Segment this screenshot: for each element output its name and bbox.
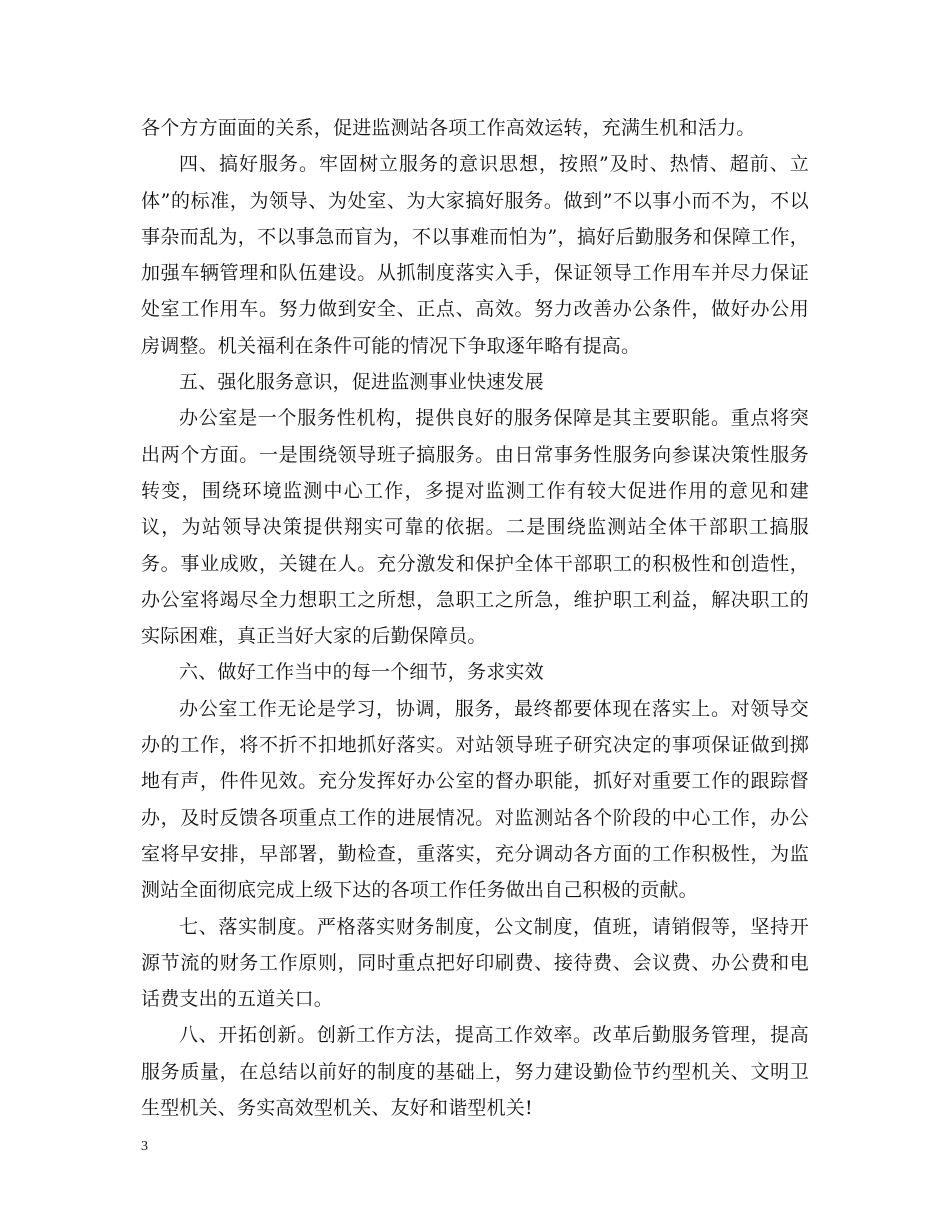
paragraph-innovation: 八、开拓创新。创新工作方法，提高工作效率。改革后勤服务管理，提高服务质量，在总结以前好的制度的基础上，努力建设勤俭节约型机关、文明卫生型机关、务实高效型机关、友好和谐型机关! xyxy=(141,1024,809,1120)
document-body xyxy=(141,110,809,1126)
section-heading-five: 五、强化服务意识，促进监测事业快速发展 xyxy=(179,371,544,394)
page-number: 3 xyxy=(141,1139,148,1154)
paragraph-office-role: 办公室是一个服务性机构，提供良好的服务保障是其主要职能。重点将突出两个方面。一是围绕领导班子搞服务。由日常事务性服务向参谋决策性服务转变，围绕环境监测中心工作，多提对监测工作有较大促进作用的意见和建议，为站领导决策提供翔实可靠的依据。二是围绕监测站全体干部职工搞服务。事业成败，关键在人。充分激发和保护全体干部职工的积极性和创造性，办公室将竭尽全力想职工之所想，急职工之所急，维护职工利益，解决职工的实际困难，真正当好大家的后勤保障员。 xyxy=(141,407,809,648)
paragraph-continuation: 各个方方面面的关系，促进监测站各项工作高效运转，充满生机和活力。 xyxy=(141,117,756,139)
paragraph-service: 四、搞好服务。牢固树立服务的意识思想，按照”及时、热情、超前、立体”的标准，为领导、为处室、为大家搞好服务。做到”不以事小而不为，不以事杂而乱为，不以事急而盲为，不以事难而怕为”，搞好后勤服务和保障工作，加强车辆管理和队伍建设。从抓制度落实入手，保证领导工作用车并尽力保证处室工作用车。努力做到安全、正点、高效。努力改善办公条件，做好办公用房调整。机关福利在条件可能的情况下争取逐年略有提高。 xyxy=(141,153,809,357)
section-heading-six: 六、做好工作当中的每一个细节，务求实效 xyxy=(179,661,544,684)
paragraph-implementation: 办公室工作无论是学习，协调，服务，最终都要体现在落实上。对领导交办的工作，将不折不扣地抓好落实。对站领导班子研究决定的事项保证做到掷地有声，件件见效。充分发挥好办公室的督办职能，抓好对重要工作的跟踪督办，及时反馈各项重点工作的进展情况。对监测站各个阶段的中心工作，办公室将早安排，早部署，勤检查，重落实，充分调动各方面的工作积极性，为监测站全面彻底完成上级下达的各项工作任务做出自己积极的贡献。 xyxy=(141,697,809,902)
paragraph-system: 七、落实制度。严格落实财务制度，公文制度，值班，请销假等，坚持开源节流的财务工作原则，同时重点把好印刷费、接待费、会议费、办公费和电话费支出的五道关口。 xyxy=(141,915,809,1011)
